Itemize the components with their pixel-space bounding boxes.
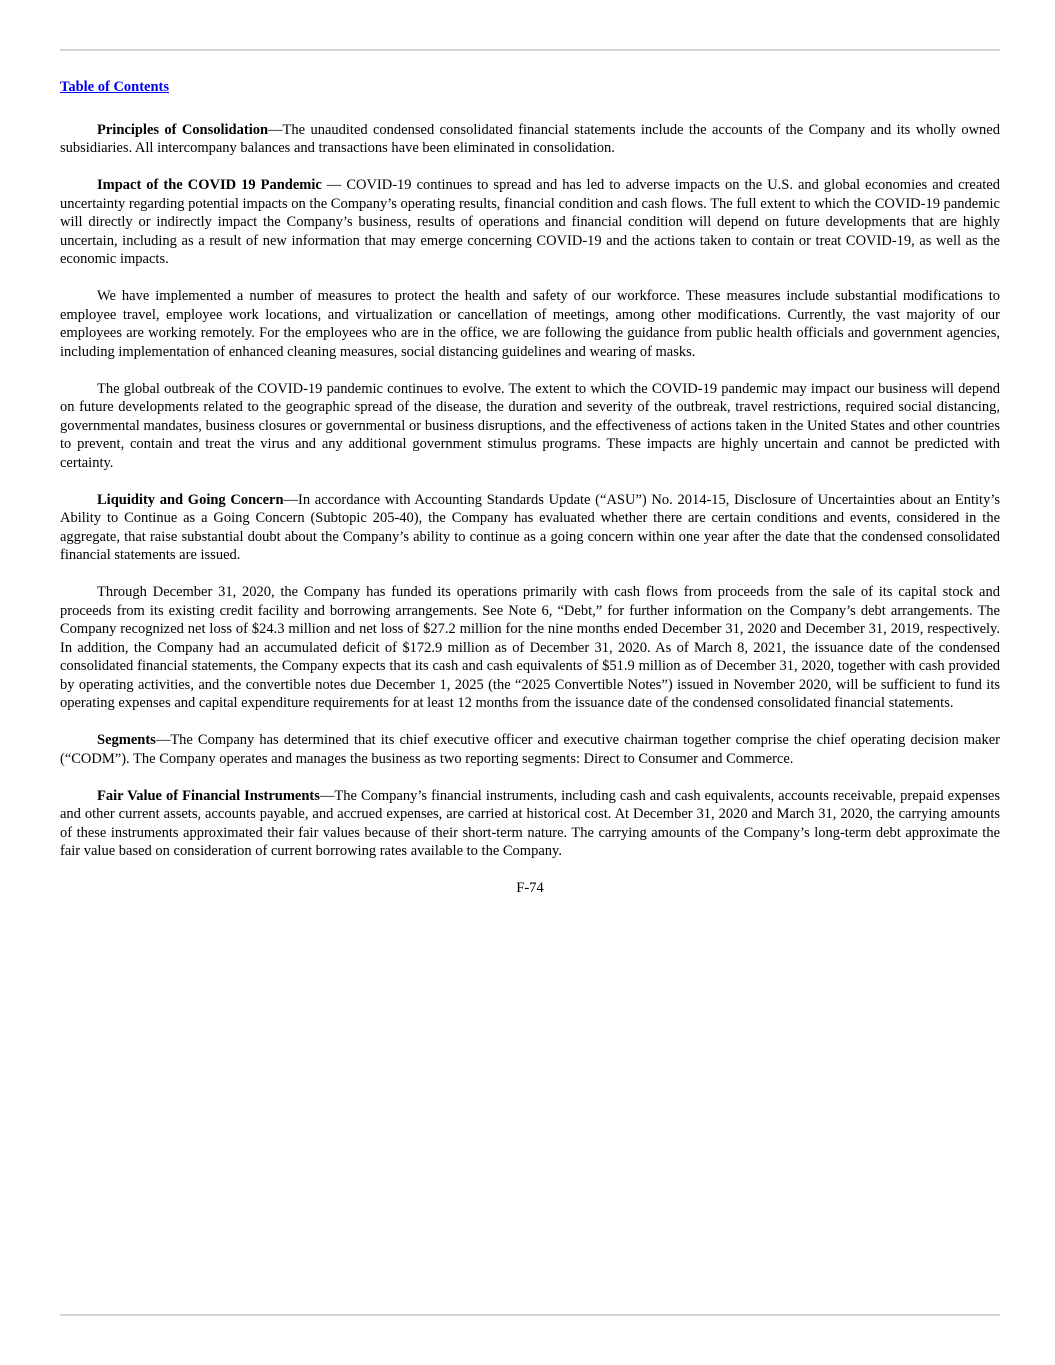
paragraph-heading: Liquidity and Going Concern xyxy=(97,491,284,508)
page-number: F-74 xyxy=(516,880,544,896)
paragraph-text: —The unaudited condensed consolidated financial statements include the accounts of the Company and its wholly owned subsidiaries. All intercompany balances and transactions have been eliminated in consolidation. xyxy=(60,121,1000,156)
bottom-divider xyxy=(60,1314,1000,1316)
paragraph-covid-impact xyxy=(60,176,1000,269)
paragraph-funding-operations xyxy=(60,583,1000,713)
paragraph-heading: Segments xyxy=(97,732,156,748)
paragraph-text: — COVID-19 continues to spread and has led to adverse impacts on the U.S. and global economies and created uncertainty regarding potential impacts on the Company’s operating results, financial condition and cash flows. The full extent to which the COVID-19 pandemic will directly or indirectly impact the Company’s business, results of operations and financial condition will depend on future developments that are highly uncertain, including as a result of new information that may emerge concerning COVID-19 and the actions taken to contain or treat COVID-19, as well as the economic impacts. xyxy=(60,177,1000,267)
paragraph-heading: Fair Value of Financial Instruments xyxy=(97,787,320,804)
paragraph-text: —In accordance with Accounting Standards Update (“ASU”) No. 2014-15, Disclosure of Uncertainties about an Entity’s Ability to Continue as a Going Concern (Subtopic 205-40), the Company has evaluated whether there are certain conditions and events, considered in the aggregate, that raise substantial doubt about the Company’s ability to continue as a going concern within one year after the date that the condensed consolidated financial statements are issued. xyxy=(60,491,1000,563)
paragraph-text: Through December 31, 2020, the Company has funded its operations primarily with cash flows from proceeds from the sale of its capital stock and proceeds from its existing credit facility and borrowing arrangements. See Note 6, “Debt,” for further information on the Company’s debt arrangements. The Company recognized net loss of $24.3 million and net loss of $27.2 million for the nine months ended December 31, 2020 and December 31, 2019, respectively. In addition, the Company had an accumulated deficit of $172.9 million as of December 31, 2020. As of March 8, 2021, the issuance date of the condensed consolidated financial statements, the Company expects that its cash and cash equivalents of $51.9 million as of December 31, 2020, together with cash provided by operating activities, and the convertible notes due December 1, 2025 (the “2025 Convertible Notes”) issued in November 2020, will be sufficient to fund its operating expenses and capital expenditure requirements for at least 12 months from the issuance date of the condensed consolidated financial statements. xyxy=(60,584,1000,711)
paragraph-workforce-measures xyxy=(60,287,1000,361)
paragraph-heading: Impact of the COVID 19 Pandemic xyxy=(97,177,322,193)
table-of-contents-link[interactable]: Table of Contents xyxy=(60,79,170,95)
paragraph-heading: Principles of Consolidation xyxy=(97,121,269,138)
paragraph-segments xyxy=(60,731,1000,768)
paragraph-principles-of-consolidation xyxy=(60,121,1000,158)
top-divider xyxy=(60,49,1000,51)
paragraph-fair-value xyxy=(60,787,1000,861)
paragraph-global-outbreak xyxy=(60,380,1000,473)
paragraph-text: The global outbreak of the COVID-19 pandemic continues to evolve. The extent to which the COVID-19 pandemic may impact our business will depend on future developments related to the geographic spread of the disease, the duration and severity of the outbreak, travel restrictions, required social distancing, governmental mandates, business closures or governmental or business disruptions, and the effectiveness of actions taken in the United States and other countries to prevent, contain and treat the virus and any additional government stimulus programs. These impacts are highly uncertain and cannot be predicted with certainty. xyxy=(60,380,1000,471)
paragraph-text: —The Company’s financial instruments, including cash and cash equivalents, accounts receivable, prepaid expenses and other current assets, accounts payable, and accrued expenses, are carried at historical cost. At December 31, 2020 and March 31, 2020, the carrying amounts of these instruments approximated their fair values because of their short-term nature. The carrying amounts of the Company’s long-term debt approximate the fair value based on consideration of current borrowing rates available to the Company. xyxy=(60,787,1001,859)
paragraph-text: —The Company has determined that its chief executive officer and executive chairman together comprise the chief operating decision maker (“CODM”). The Company operates and manages the business as two reporting segments: Direct to Consumer and Commerce. xyxy=(60,732,1000,767)
paragraph-text: We have implemented a number of measures to protect the health and safety of our workforce. These measures include substantial modifications to employee travel, employee work locations, and virtualization or cancellation of meetings, among other modifications. Currently, the vast majority of our employees are working remotely. For the employees who are in the office, we are following the guidance from public health officials and government agencies, including implementation of enhanced cleaning measures, social distancing guidelines and wearing of masks. xyxy=(60,288,1000,360)
paragraph-liquidity-going-concern xyxy=(60,491,1000,565)
document-body xyxy=(60,78,1000,898)
